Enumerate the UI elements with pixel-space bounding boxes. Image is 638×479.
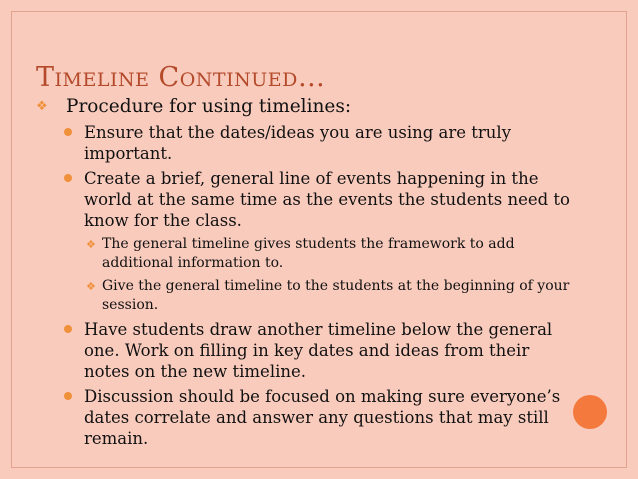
sub-sub-bullet-give-timeline [36, 277, 576, 315]
sub-bullet-create-general-line [36, 168, 576, 231]
bullet-text: Discussion should be focused on making sure everyone’s dates correlate and answer any questions that may still remain. [84, 387, 561, 448]
sub-bullet-discussion [36, 386, 576, 449]
bullet-procedure [36, 96, 576, 118]
bullet-marker-icon: ❖ [86, 280, 96, 293]
sub-sub-bullet-framework [36, 235, 576, 273]
bullet-dot-icon [64, 128, 72, 136]
bullet-text: Ensure that the dates/ideas you are using are truly important. [84, 123, 512, 163]
bullet-text: Have students draw another timeline below the general one. Work on filling in key dates and ideas from their notes on the new timeline. [84, 320, 553, 381]
bullet-dot-icon [64, 325, 72, 333]
bullet-marker-icon: ❖ [36, 99, 48, 114]
bullet-text: Give the general timeline to the students at the beginning of your session. [102, 278, 570, 313]
bullet-dot-icon [64, 174, 72, 182]
slide-content [36, 96, 576, 453]
slide-title: Timeline Continued… [36, 62, 326, 93]
bullet-marker-icon: ❖ [86, 238, 96, 251]
bullet-dot-icon [64, 392, 72, 400]
bullet-text: Procedure for using timelines: [66, 96, 352, 117]
decorative-circle [573, 395, 607, 429]
sub-bullet-ensure-dates [36, 122, 576, 164]
bullet-text: The general timeline gives students the framework to add additional information to. [102, 236, 515, 271]
bullet-text: Create a brief, general line of events happening in the world at the same time as the events the students need to know for the class. [84, 169, 570, 230]
sub-bullet-draw-timeline [36, 319, 576, 382]
